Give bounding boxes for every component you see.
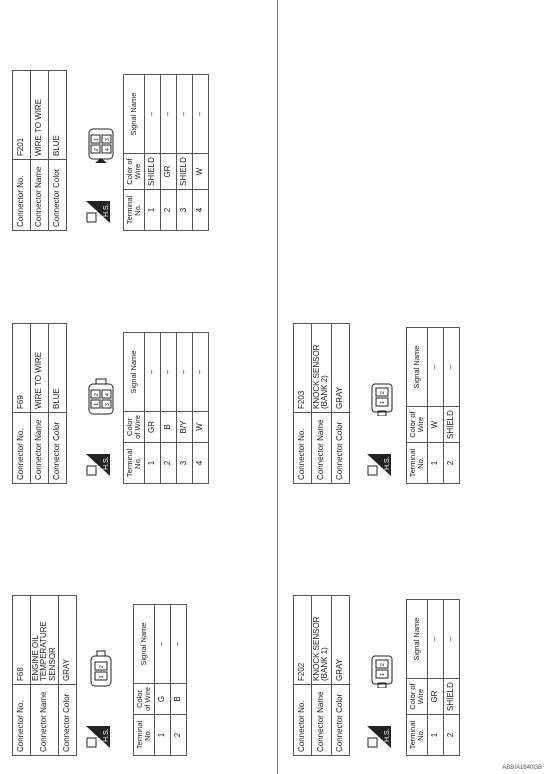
pin-label: 2 <box>380 663 386 666</box>
wire-color-header: Color of Wire <box>124 412 145 443</box>
pin-label: 4 <box>105 148 111 151</box>
connector-no-value: F69 <box>13 324 31 413</box>
wire-cell: SHIELD <box>177 154 193 190</box>
table-row <box>443 600 459 756</box>
connector-color-label: Connector Color <box>59 685 77 756</box>
connector-no-label: Connector No. <box>294 413 312 484</box>
connector-name-label: Connector Name <box>31 413 49 484</box>
table-row <box>177 75 193 231</box>
signal-cell: – <box>193 333 209 412</box>
harness-side-icon <box>86 726 110 748</box>
wire-cell: SHIELD <box>145 154 161 190</box>
signal-cell: – <box>161 75 177 154</box>
pin-label: 4 <box>105 393 111 396</box>
terminal-cell: 1 <box>427 443 443 484</box>
signal-cell: – <box>427 328 443 407</box>
harness-side-icon <box>86 454 110 476</box>
connector-no-label: Connector No. <box>13 685 31 756</box>
signal-cell: – <box>427 600 443 679</box>
connector-name-value: WIRE TO WIRE <box>31 324 49 413</box>
table-row <box>155 605 171 756</box>
pin-label: 2 <box>380 391 386 394</box>
signal-name-header: Signal Name <box>406 600 427 679</box>
wire-color-header: Color of Wire <box>406 407 427 443</box>
connector-no-label: Connector No. <box>13 160 31 231</box>
figure-code: ABBIA1840GB <box>502 765 542 771</box>
connector-no-label: Connector No. <box>13 413 31 484</box>
pin-label: 1 <box>94 138 100 141</box>
wire-cell: W <box>193 412 209 443</box>
signal-cell: – <box>443 600 459 679</box>
wire-color-header: Color of Wire <box>134 684 155 715</box>
connector-name-label: Connector Name <box>312 413 332 484</box>
table-row <box>177 333 193 484</box>
pin-label: 3 <box>105 403 111 406</box>
connector-name-value: ENGINE OIL TEMPERATURE SENSOR <box>31 596 59 685</box>
terminal-cell: 3 <box>177 190 193 231</box>
connector-info-table <box>12 595 77 756</box>
table-row <box>161 333 177 484</box>
terminal-cell: 4 <box>193 190 209 231</box>
connector-info-table <box>12 70 67 231</box>
connector-name-label: Connector Name <box>31 685 59 756</box>
connector-color-label: Connector Color <box>49 160 67 231</box>
signal-name-header: Signal Name <box>124 75 145 154</box>
wire-cell: GR <box>427 679 443 715</box>
terminal-no-header: Terminal No. <box>406 715 427 756</box>
connector-name-label: Connector Name <box>31 160 49 231</box>
terminal-cell: 2 <box>443 443 459 484</box>
connector-face-icon <box>88 648 114 688</box>
terminal-cell: 2 <box>443 715 459 756</box>
terminal-cell: 2 <box>161 190 177 231</box>
signal-name-header: Signal Name <box>406 328 427 407</box>
table-row <box>145 75 161 231</box>
connector-info-table <box>293 595 350 756</box>
terminal-cell: 3 <box>177 443 193 484</box>
wire-cell: G <box>155 684 171 715</box>
wire-cell: B <box>161 412 177 443</box>
signal-name-header: Signal Name <box>124 333 145 412</box>
connector-no-value: F202 <box>294 596 312 685</box>
connector-block-f201 <box>12 1 262 231</box>
connector-name-value: KNOCK SENSOR (BANK 1) <box>312 596 332 685</box>
signal-name-header: Signal Name <box>134 605 155 684</box>
table-row <box>427 600 443 756</box>
connector-color-value: GRAY <box>331 324 349 413</box>
wire-cell: W <box>193 154 209 190</box>
terminal-cell: 1 <box>145 443 161 484</box>
terminal-table <box>133 604 187 756</box>
harness-side-icon <box>86 201 110 223</box>
terminal-cell: 1 <box>155 715 171 756</box>
table-row <box>193 75 209 231</box>
pin-label: 2 <box>94 393 100 396</box>
connector-color-value: GRAY <box>59 596 77 685</box>
connector-block-f203 <box>293 254 543 484</box>
table-row <box>171 605 187 756</box>
connector-name-label: Connector Name <box>312 685 332 756</box>
hs-label: H.S. <box>103 203 110 217</box>
signal-cell: – <box>155 605 171 684</box>
table-row <box>145 333 161 484</box>
pin-label: 2 <box>94 148 100 151</box>
pin-label: 1 <box>94 403 100 406</box>
terminal-no-header: Terminal No. <box>124 190 145 231</box>
harness-side-icon <box>367 454 391 476</box>
connector-face-icon <box>369 648 395 688</box>
terminal-no-header: Terminal No. <box>124 443 145 484</box>
pin-label: 3 <box>105 138 111 141</box>
wire-cell: SHIELD <box>443 407 459 443</box>
connector-color-label: Connector Color <box>331 685 349 756</box>
wire-cell: B/Y <box>177 412 193 443</box>
wire-cell: GR <box>161 154 177 190</box>
signal-cell: – <box>161 333 177 412</box>
pin-label: 2 <box>99 665 105 668</box>
signal-cell: – <box>193 75 209 154</box>
terminal-table <box>123 332 209 484</box>
connector-info-table <box>12 323 67 484</box>
connector-color-label: Connector Color <box>49 413 67 484</box>
section-divider <box>277 0 278 774</box>
connector-color-value: BLUE <box>49 324 67 413</box>
connector-name-value: WIRE TO WIRE <box>31 71 49 160</box>
table-row <box>443 328 459 484</box>
wire-color-header: Color of Wire <box>124 154 145 190</box>
connector-face-icon <box>88 123 114 163</box>
harness-side-icon <box>367 726 391 748</box>
terminal-cell: 1 <box>427 715 443 756</box>
pin-label: 1 <box>380 401 386 404</box>
connector-no-value: F201 <box>13 71 31 160</box>
table-row <box>427 328 443 484</box>
connector-block-f202 <box>293 526 543 756</box>
terminal-cell: 1 <box>145 190 161 231</box>
hs-label: H.S. <box>103 456 110 470</box>
terminal-no-header: Terminal No. <box>406 443 427 484</box>
pin-label: 1 <box>380 673 386 676</box>
wire-cell: SHIELD <box>443 679 459 715</box>
terminal-cell: 2 <box>161 443 177 484</box>
terminal-table <box>123 74 209 231</box>
connector-name-value: KNOCK SENSOR (BANK 2) <box>312 324 332 413</box>
connector-no-label: Connector No. <box>294 685 312 756</box>
connector-no-value: F203 <box>294 324 312 413</box>
signal-cell: – <box>177 75 193 154</box>
connector-color-value: GRAY <box>331 596 349 685</box>
hs-label: H.S. <box>384 456 391 470</box>
terminal-cell: 4 <box>193 443 209 484</box>
connector-block-f68 <box>12 526 262 756</box>
pin-label: 1 <box>99 675 105 678</box>
signal-cell: – <box>171 605 187 684</box>
connector-face-icon <box>369 376 395 416</box>
connector-face-icon <box>88 376 114 416</box>
wire-color-header: Color of Wire <box>406 679 427 715</box>
terminal-table <box>406 599 460 756</box>
hs-label: H.S. <box>103 728 110 742</box>
signal-cell: – <box>177 333 193 412</box>
wire-cell: W <box>427 407 443 443</box>
wire-cell: GR <box>145 412 161 443</box>
terminal-table <box>406 327 460 484</box>
signal-cell: – <box>443 328 459 407</box>
hs-label: H.S. <box>384 728 391 742</box>
terminal-no-header: Terminal No. <box>134 715 155 756</box>
terminal-cell: 2 <box>171 715 187 756</box>
signal-cell: – <box>145 75 161 154</box>
connector-color-label: Connector Color <box>331 413 349 484</box>
table-row <box>161 75 177 231</box>
connector-no-value: F68 <box>13 596 31 685</box>
table-row <box>193 333 209 484</box>
connector-block-f69 <box>12 254 262 484</box>
wire-cell: B <box>171 684 187 715</box>
connector-info-table <box>293 323 350 484</box>
signal-cell: – <box>145 333 161 412</box>
connector-color-value: BLUE <box>49 71 67 160</box>
